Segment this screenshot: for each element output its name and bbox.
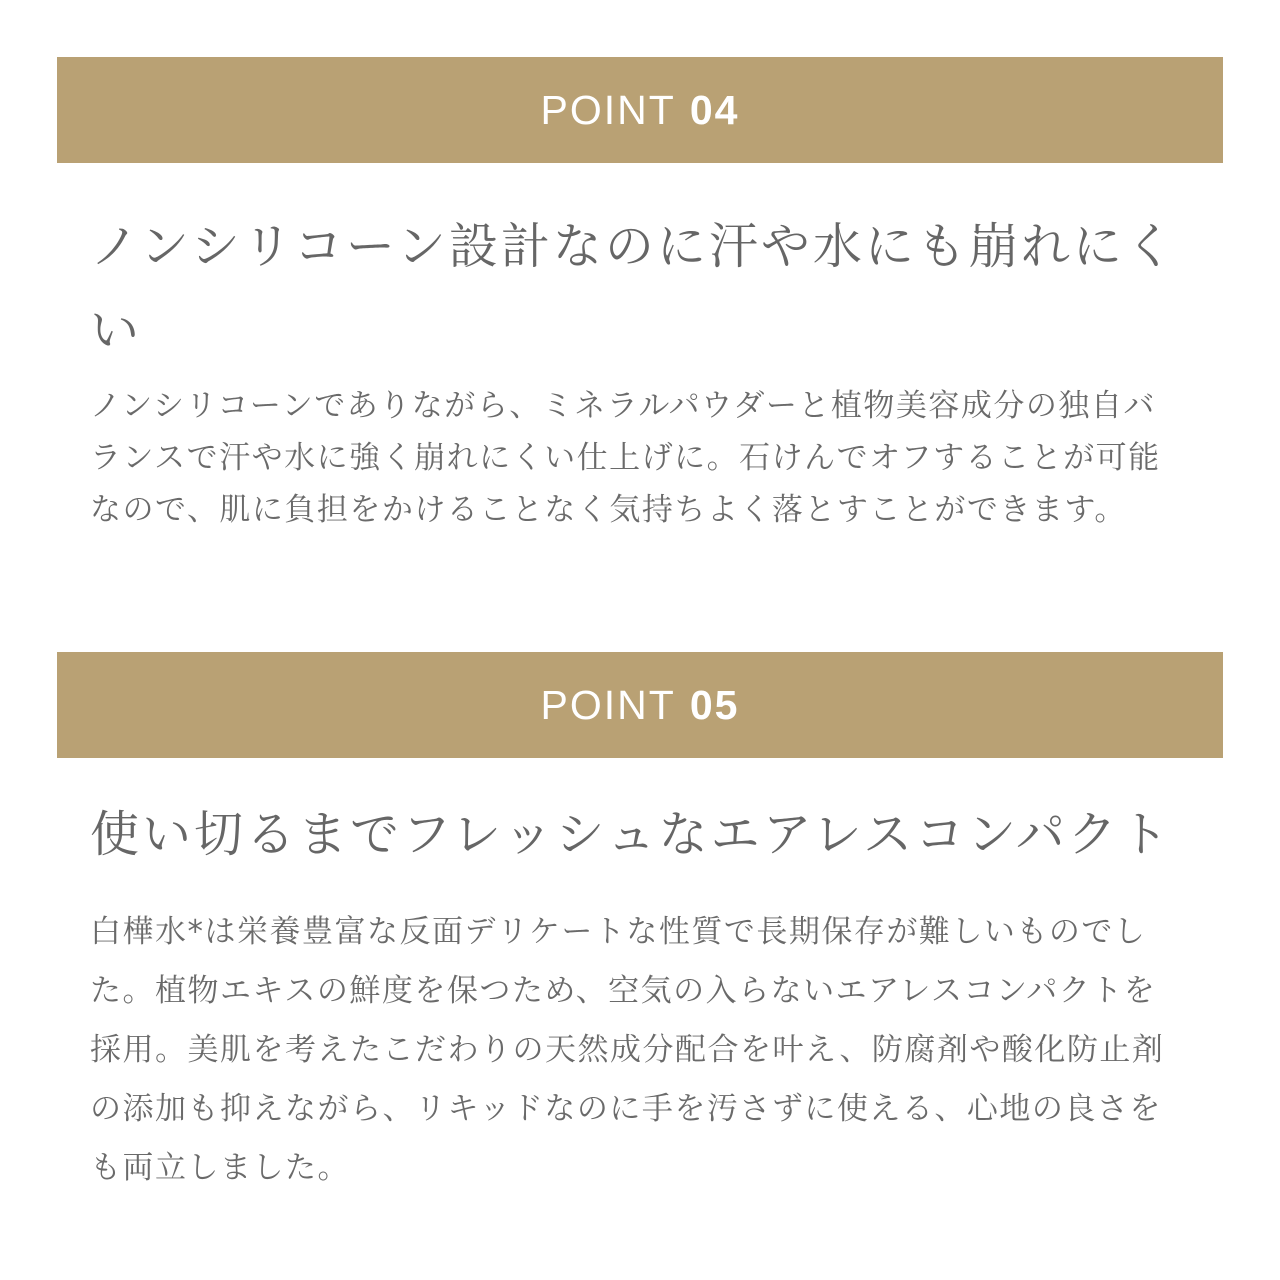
point-04-headline: ノンシリコーン設計なのに汗や水にも崩れにくい [90,218,1177,359]
point-label: POINT [540,681,676,728]
point-04-body: ノンシリコーンでありながら、ミネラルパウダーと植物美容成分の独自バランスで汗や水に強く崩れにくい仕上げに。石けんでオフすることが可能なので、肌に負担をかけることなく気持ちよく落とすことができます。 [90,388,1161,528]
point-label: POINT [540,86,676,133]
point-05-headline: 使い切るまでフレッシュなエアレスコンパクト [90,806,1172,863]
point-04-banner [57,57,1223,163]
point-05-body: 白樺水*は栄養豊富な反面デリケートな性質で長期保存が難しいものでした。植物エキスの鮮度を保つため、空気の入らないエアレスコンパクトを採用。美肌を考えたこだわりの天然成分配合を叶え、防腐剤や酸化防止剤の添加も抑えながら、リキッドなのに手を汚さずに使える、心地の良さをも両立しました。 [90,914,1165,1186]
point-05-banner [57,652,1223,758]
point-number: 05 [689,681,740,728]
point-number: 04 [689,86,740,133]
